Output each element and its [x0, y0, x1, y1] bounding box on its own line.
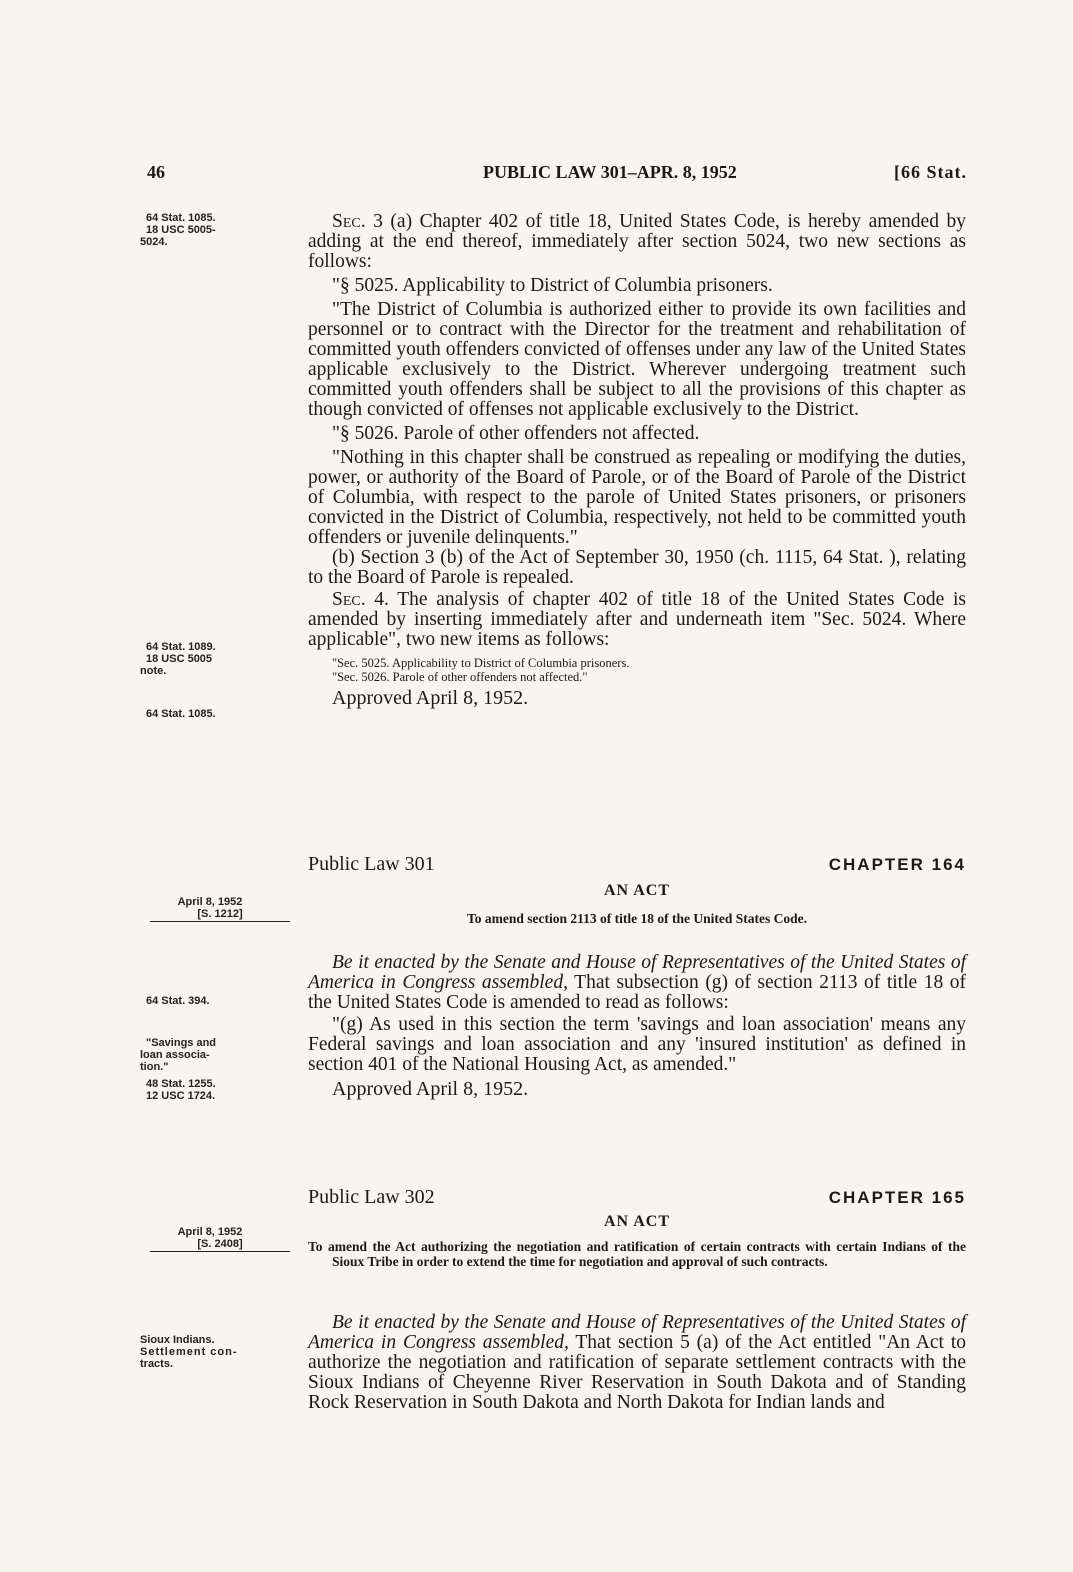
pl301-body	[308, 953, 966, 1099]
margin-note-sec3: 64 Stat. 1085. 18 USC 5005- 5024.	[140, 212, 216, 248]
s5026-text: "Nothing in this chapter shall be construed as repealing or modifying the duties, power, or authority of the Board of Parole, or of the Board of Parole of the District of Columbia, with respect to the parole of United States prisoners, or prisoners convicted in the District of Columbia, respectively, not held to be committed youth offenders or juvenile delinquents."	[308, 447, 966, 548]
margin-pl302-date: April 8, 1952 [S. 2408]	[150, 1226, 270, 1252]
margin-note-housing: 48 Stat. 1255. 12 USC 1724.	[146, 1078, 216, 1102]
sec4-item-2: "Sec. 5026. Parole of other offenders not affected."	[332, 670, 588, 684]
approved-date-2: Approved April 8, 1952.	[332, 1078, 529, 1100]
header-statute: [66 Stat.	[894, 162, 967, 182]
pl301-heading	[308, 853, 966, 879]
pl301-subsection-g: "(g) As used in this section the term 'savings and loan association' means any Federal savings and loan association and any 'insured institution' as defined in section 401 of the National Housing Act, as amended."	[308, 1014, 966, 1075]
running-header	[147, 162, 967, 192]
pl301-an-act: AN ACT	[603, 882, 670, 899]
s5025-heading: "§ 5025. Applicability to District of Columbia prisoners.	[332, 275, 773, 296]
margin-note-sec4: 64 Stat. 1085.	[146, 708, 216, 720]
sec4-text: Sec. 4. The analysis of chapter 402 of title 18 of the United States Code is amended by inserting immediately after and underneath item "Sec. 5024. Where applicable", two new items as follows:	[308, 589, 966, 650]
pl302-chapter: CHAPTER 165	[828, 1188, 966, 1207]
section-3	[308, 212, 966, 708]
pl302-an-act: AN ACT	[603, 1213, 670, 1230]
pl302-title: Public Law 302	[308, 1186, 435, 1208]
sec3-intro: Sec. 3 (a) Chapter 402 of title 18, United States Code, is hereby amended by adding at the end thereof, immediately after section 5024, two new sections as follows:	[308, 211, 966, 272]
page-number: 46	[147, 162, 165, 182]
pl301-enacting: Be it enacted by the Senate and House of Representatives of the United States of America in Congress assembled, That subsection (g) of section 2113 of title 18 of the United States Code is amended to read as follows:	[308, 952, 966, 1013]
pl302-purpose: To amend the Act authorizing the negotiation and ratification of certain contracts with certain Indians of the Sioux Tribe in order to extend the time for negotiation and approval of such contracts.	[308, 1239, 966, 1269]
s5026-heading: "§ 5026. Parole of other offenders not affected.	[332, 423, 700, 444]
pl301-purpose: To amend section 2113 of title 18 of the United States Code.	[467, 911, 807, 926]
sec3-sub-b: (b) Section 3 (b) of the Act of September 30, 1950 (ch. 1115, 64 Stat. ), relating to the Board of Parole is repealed.	[308, 547, 966, 588]
pl302-enacting: Be it enacted by the Senate and House of Representatives of the United States of America in Congress assembled, That section 5 (a) of the Act entitled "An Act to authorize the negotiation and ratification of separate settlement contracts with the Sioux Indians of Cheyenne River Reservation in South Dakota and of Standing Rock Reservation in South Dakota and North Dakota for Indian lands and	[308, 1312, 966, 1413]
pl302-heading	[308, 1186, 966, 1212]
sec4-item-1: "Sec. 5025. Applicability to District of Columbia prisoners.	[332, 656, 630, 670]
margin-pl301-date: April 8, 1952 [S. 1212]	[150, 896, 270, 922]
pl302-body	[308, 1313, 966, 1413]
approved-date-1: Approved April 8, 1952.	[332, 687, 529, 709]
margin-note-savings: "Savings and loan associa- tion."	[140, 1037, 217, 1073]
pl301-chapter: CHAPTER 164	[828, 855, 966, 874]
margin-note-sec3b: 64 Stat. 1089. 18 USC 5005 note.	[140, 641, 216, 677]
header-title: PUBLIC LAW 301–APR. 8, 1952	[483, 162, 737, 182]
margin-note-stat394: 64 Stat. 394.	[146, 995, 210, 1007]
s5025-text: "The District of Columbia is authorized either to provide its own facilities and personnel or to contract with the Director for the treatment and rehabilitation of committed youth offenders convicted of offenses under any law of the United States applicable exclusively to the District. Wherever undergoing treatment such committed youth offenders shall be subject to all the provisions of this chapter as though convicted of offenses not applicable exclusively to the District.	[308, 299, 966, 420]
pl301-title: Public Law 301	[308, 853, 435, 875]
margin-note-sioux: Sioux Indians. Settlement con- tracts.	[140, 1334, 238, 1370]
